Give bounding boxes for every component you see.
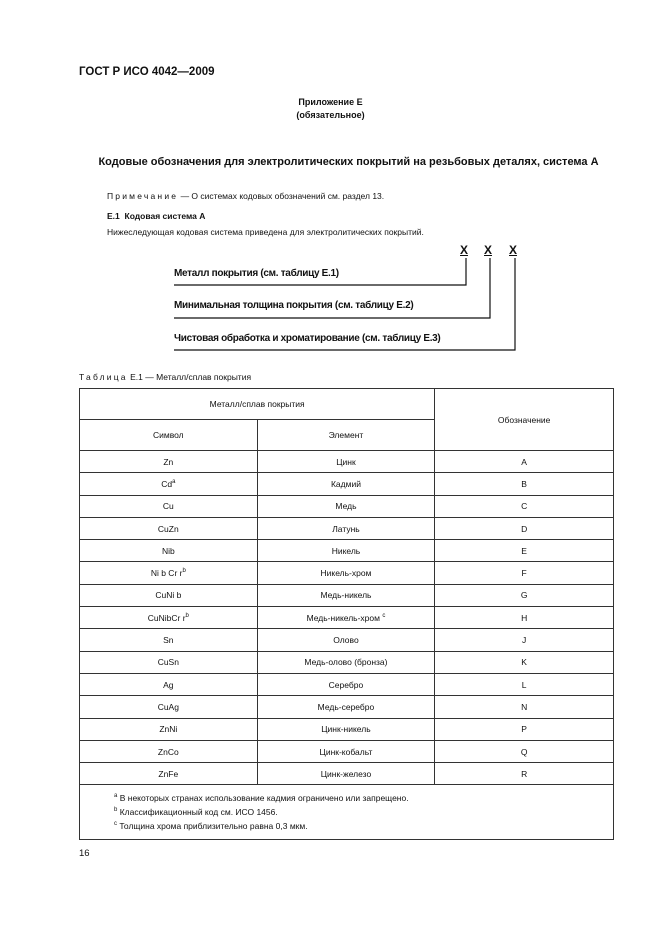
code-cell-text: G (520, 590, 528, 601)
code-cell-text: E (521, 545, 527, 556)
code-cell (435, 517, 614, 539)
code-cell-text: D (521, 523, 528, 534)
code-label-thickness: Минимальная толщина покрытия (см. таблицу Е.2) (174, 300, 414, 311)
code-cell (435, 607, 614, 629)
symbol-cell-text: CuSn (157, 657, 179, 668)
element-cell-text: Цинк-железо (320, 768, 372, 779)
symbol-cell-text: Cu (162, 501, 174, 512)
element-cell (257, 718, 435, 740)
annex-status: (обязательное) (296, 110, 365, 120)
code-cell (435, 629, 614, 651)
symbol-cell (80, 540, 258, 562)
coating-table (79, 388, 614, 840)
symbol-cell (80, 696, 258, 718)
code-cell (435, 696, 614, 718)
element-cell-text: Цинк-кобальт (319, 746, 373, 757)
symbol-cell-text: ZnCo (157, 746, 179, 757)
table-caption-prefix: Таблица (79, 372, 128, 382)
code-letter-2: X (484, 243, 493, 257)
element-cell-text: Медь-серебро (317, 701, 375, 712)
element-cell (257, 584, 435, 606)
table-row (80, 540, 614, 562)
table-row (80, 651, 614, 673)
element-cell (257, 607, 435, 629)
table-row (80, 562, 614, 584)
table-body (80, 451, 614, 785)
header-symbol: Символ (80, 420, 258, 451)
element-cell (257, 495, 435, 517)
code-cell-text: B (521, 478, 527, 489)
element-cell (257, 451, 435, 473)
code-cell-text: F (521, 568, 527, 579)
element-cell (257, 562, 435, 584)
code-label-metal: Металл покрытия (см. таблицу Е.1) (174, 268, 339, 279)
code-cell-text: Q (520, 746, 528, 757)
element-cell (257, 763, 435, 785)
element-cell (257, 651, 435, 673)
table-row (80, 763, 614, 785)
code-cell-text: N (521, 701, 528, 712)
symbol-cell (80, 517, 258, 539)
symbol-cell-text: CuAg (157, 701, 179, 712)
symbol-cell-text: Sn (163, 635, 174, 646)
code-cell (435, 540, 614, 562)
code-letter-3: X (509, 243, 518, 257)
symbol-cell (80, 740, 258, 762)
table-row (80, 607, 614, 629)
code-label-finish: Чистовая обработка и хроматирование (см. таблицу Е.3) (174, 333, 441, 344)
section-number: Е.1 (107, 211, 120, 221)
code-cell (435, 763, 614, 785)
symbol-cell-text: ZnFe (158, 768, 179, 779)
element-cell-text: Медь (335, 501, 357, 512)
element-cell-text: Латунь (332, 523, 360, 534)
element-cell (257, 673, 435, 695)
code-cell-text: H (521, 612, 528, 623)
element-cell-text: Серебро (328, 679, 364, 690)
symbol-cell-text: Zn (163, 456, 174, 467)
symbol-cell-text: CuZn (157, 523, 179, 534)
code-cell-text: C (521, 501, 528, 512)
code-cell (435, 673, 614, 695)
page-number: 16 (79, 848, 90, 859)
table-row (80, 740, 614, 762)
code-letter-1: X (460, 243, 469, 257)
intro-paragraph: Нижеследующая кодовая система приведена для электролитических покрытий. (107, 227, 424, 237)
footnote-ref: b (182, 568, 186, 575)
element-cell-text: Никель-хром (320, 568, 372, 579)
page-heading: Кодовые обозначения для электролитических покрытий на резьбовых деталях, система А (98, 156, 599, 168)
code-cell (435, 562, 614, 584)
symbol-cell (80, 451, 258, 473)
code-cell (435, 584, 614, 606)
code-cell-text: J (522, 635, 527, 646)
code-cell (435, 718, 614, 740)
table-row (80, 473, 614, 495)
document-header: ГОСТ Р ИСО 4042—2009 (79, 66, 215, 78)
element-cell (257, 629, 435, 651)
element-cell-text: Цинк (336, 456, 356, 467)
element-cell-text: Медь-никель (320, 590, 372, 601)
symbol-cell-text: CuNi b (155, 590, 182, 601)
footnote-mark: c (114, 821, 117, 828)
table-caption (79, 372, 251, 382)
code-cell (435, 451, 614, 473)
element-cell (257, 540, 435, 562)
symbol-cell (80, 495, 258, 517)
footnote-mark: b (114, 807, 118, 814)
code-cell-text: A (521, 456, 527, 467)
symbol-cell (80, 718, 258, 740)
symbol-cell (80, 629, 258, 651)
code-cell (435, 495, 614, 517)
footnote-text: В некоторых странах использование кадмия ограничено или запрещено. (119, 793, 409, 804)
code-cell-text: P (521, 724, 527, 735)
symbol-cell-text: CuNibCr r (147, 612, 186, 623)
annex-label: Приложение Е (298, 97, 363, 107)
element-cell (257, 517, 435, 539)
code-cell (435, 473, 614, 495)
footnote (114, 805, 613, 819)
footnote-ref: a (172, 479, 176, 486)
note-text: — О системах кодовых обозначений см. раздел 13. (178, 191, 385, 201)
table-row (80, 517, 614, 539)
table-row (80, 629, 614, 651)
table-row (80, 673, 614, 695)
symbol-cell (80, 763, 258, 785)
table-row (80, 584, 614, 606)
symbol-cell-text: Nib (161, 545, 175, 556)
footnote-text: Классификационный код см. ИСО 1456. (119, 807, 278, 818)
section-name: Кодовая система А (124, 211, 206, 221)
symbol-cell (80, 562, 258, 584)
footnote (114, 791, 613, 805)
footnote-text: Толщина хрома приблизительно равна 0,3 мкм. (119, 821, 308, 832)
symbol-cell-text: Ni b Cr r (150, 568, 183, 579)
element-cell-text: Цинк-никель (321, 724, 371, 735)
element-cell (257, 473, 435, 495)
table-caption-text: Е.1 — Металл/сплав покрытия (127, 372, 252, 382)
element-cell-text: Медь-олово (бронза) (304, 657, 388, 668)
footnote-ref: c (382, 612, 386, 619)
symbol-cell (80, 673, 258, 695)
symbol-cell (80, 651, 258, 673)
code-cell-text: R (521, 768, 528, 779)
table-row (80, 451, 614, 473)
element-cell-text: Никель (331, 545, 361, 556)
header-group: Металл/сплав покрытия (80, 389, 435, 420)
note-label: Примечание (107, 191, 179, 201)
symbol-cell-text: ZnNi (159, 724, 178, 735)
header-element: Элемент (257, 420, 435, 451)
table-row (80, 495, 614, 517)
footnote-mark: a (114, 793, 118, 800)
code-cell (435, 651, 614, 673)
symbol-cell (80, 607, 258, 629)
symbol-cell-text: Cd (161, 478, 173, 489)
code-cell-text: K (521, 657, 527, 668)
footnote (114, 819, 613, 833)
code-cell-text: L (521, 679, 527, 690)
symbol-cell (80, 584, 258, 606)
header-designation: Обозначение (435, 389, 614, 451)
table-footnotes (80, 785, 614, 840)
table-row (80, 696, 614, 718)
footnote-ref: b (185, 612, 189, 619)
table-row (80, 718, 614, 740)
element-cell-text: Олово (333, 635, 359, 646)
symbol-cell-text: Ag (163, 679, 174, 690)
element-cell (257, 696, 435, 718)
code-cell (435, 740, 614, 762)
element-cell-text: Медь-никель-хром (306, 612, 380, 623)
element-cell (257, 740, 435, 762)
element-cell-text: Кадмий (330, 478, 361, 489)
symbol-cell (80, 473, 258, 495)
